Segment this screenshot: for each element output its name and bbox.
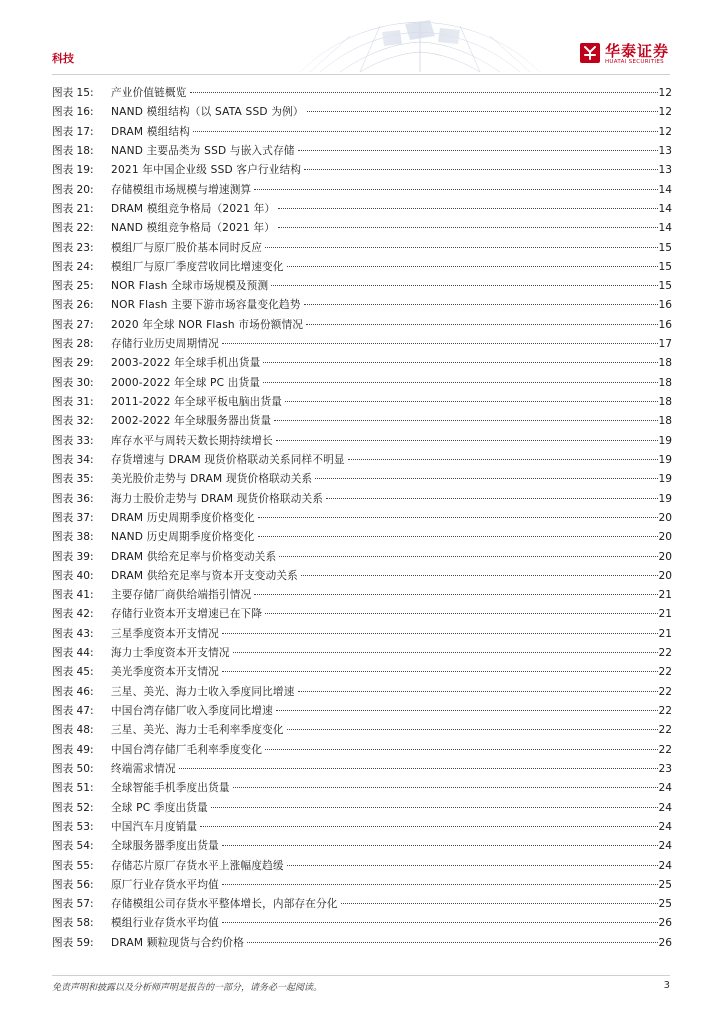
toc-entry[interactable] [52,606,672,625]
toc-page-number: 22 [658,647,672,660]
toc-figure-label: 图表 54: [52,840,94,853]
toc-figure-label: 图表 48: [52,724,94,737]
toc-dot-leader [200,826,657,827]
toc-figure-label: 图表 25: [52,280,94,293]
toc-figure-label: 图表 53: [52,820,94,833]
toc-figure-label: 图表 55: [52,859,94,872]
toc-dot-leader [222,884,658,885]
toc-dot-leader [263,382,657,383]
toc-entry[interactable] [52,259,672,278]
brand-logo [579,40,699,70]
toc-figure-label: 图表 16: [52,106,94,119]
toc-page-number: 12 [658,106,672,119]
toc-dot-leader [326,498,657,499]
toc-page-number: 18 [658,396,672,408]
toc-entry[interactable] [52,780,672,799]
toc-page-number: 18 [658,357,672,370]
header-divider [52,74,670,75]
toc-entry[interactable] [52,394,672,413]
toc-figure-label: 图表 46: [52,685,94,698]
toc-page-number: 18 [658,376,672,389]
toc-entry[interactable] [52,182,672,201]
toc-page-number: 24 [658,820,672,833]
toc-dot-leader [271,285,657,286]
toc-page-number: 13 [658,164,672,177]
toc-figure-title: NOR Flash 全球市场规模及预测 [111,280,269,293]
toc-dot-leader [233,787,658,788]
toc-page-number: 12 [658,87,672,99]
toc-entry[interactable] [52,645,672,664]
toc-entry[interactable] [52,471,672,490]
toc-entry[interactable] [52,742,672,761]
toc-dot-leader [233,652,658,653]
toc-entry[interactable] [52,452,672,471]
toc-figure-label: 图表 23: [52,241,94,254]
toc-figure-label: 图表 38: [52,531,94,544]
toc-entry[interactable] [52,317,672,336]
toc-page-number: 22 [658,705,672,717]
toc-entry[interactable] [52,703,672,722]
toc-entry[interactable] [52,162,672,181]
toc-entry[interactable] [52,896,672,915]
toc-dot-leader [304,304,658,305]
toc-entry[interactable] [52,800,672,819]
toc-figure-title: 存货增速与 DRAM 现货价格联动关系同样不明显 [111,453,345,466]
toc-figure-title: DRAM 颗粒现货与合约价格 [111,936,244,949]
page-number: 3 [663,980,670,991]
toc-page-number: 22 [658,685,672,698]
toc-figure-title: 主要存储厂商供给端指引情况 [111,589,252,602]
toc-page-number: 22 [658,743,672,756]
toc-figure-label: 图表 20: [52,183,94,196]
toc-dot-leader [222,671,658,672]
toc-figure-label: 图表 40: [52,569,94,582]
toc-figure-label: 图表 27: [52,318,94,331]
toc-figure-label: 图表 39: [52,550,94,563]
toc-figure-label: 图表 24: [52,260,94,273]
toc-entry[interactable] [52,336,672,355]
toc-figure-title: NAND 历史周期季度价格变化 [111,531,255,544]
logo-english-name: HUATAI SECURITIES [605,59,664,65]
toc-figure-title: NAND 模组竞争格局（2021 年） [111,222,276,235]
footer-disclaimer: 免责声明和披露以及分析师声明是报告的一部分，请务必一起阅读。 [52,983,323,993]
page-header [0,0,724,80]
toc-figure-label: 图表 30: [52,376,94,389]
toc-dot-leader [265,749,657,750]
toc-figure-label: 图表 43: [52,627,94,640]
toc-dot-leader [278,208,657,209]
toc-dot-leader [254,594,657,595]
toc-entry[interactable] [52,684,672,703]
toc-entry[interactable] [52,124,672,143]
toc-figure-title: 2000-2022 年全球 PC 出货量 [111,376,261,389]
toc-dot-leader [247,942,658,943]
toc-dot-leader [276,440,658,441]
toc-figure-label: 图表 52: [52,801,94,814]
toc-page-number: 15 [658,260,672,273]
toc-dot-leader [222,845,658,846]
toc-entry[interactable] [52,626,672,645]
toc-figure-title: 存储模组公司存货水平整体增长，内部存在分化 [111,898,338,911]
toc-figure-title: 终端需求情况 [111,762,176,775]
toc-dot-leader [179,768,658,769]
toc-page-number: 21 [658,608,672,621]
section-label: 科技 [52,52,74,65]
toc-figure-label: 图表 35: [52,473,94,486]
toc-figure-title: DRAM 供给充足率与价格变动关系 [111,550,277,563]
huatai-logo-icon [579,42,601,64]
toc-figure-label: 图表 15: [52,87,94,99]
toc-page-number: 19 [658,492,672,505]
toc-page-number: 22 [658,666,672,679]
toc-page-number: 13 [658,144,672,157]
toc-page-number: 15 [658,280,672,293]
toc-page-number: 18 [658,415,672,428]
toc-dot-leader [274,420,657,421]
toc-entry[interactable] [52,355,672,374]
figure-list [52,85,672,954]
toc-entry[interactable] [52,838,672,857]
toc-entry[interactable] [52,761,672,780]
toc-figure-title: 库存水平与周转天数长期持续增长 [111,434,273,447]
toc-entry[interactable] [52,587,672,606]
toc-dot-leader [193,131,657,132]
toc-page-number: 14 [658,183,672,196]
toc-figure-title: DRAM 供给充足率与资本开支变动关系 [111,569,298,582]
toc-figure-label: 图表 28: [52,338,94,351]
toc-figure-title: 2021 年中国企业级 SSD 客户行业结构 [111,164,302,177]
toc-entry[interactable] [52,935,672,954]
toc-dot-leader [285,401,657,402]
toc-dot-leader [287,266,658,267]
toc-figure-title: 存储模组市场规模与增速测算 [111,183,252,196]
toc-dot-leader [276,710,658,711]
toc-dot-leader [278,227,657,228]
toc-figure-label: 图表 26: [52,299,94,312]
toc-figure-title: 三星季度资本开支情况 [111,627,219,640]
toc-dot-leader [298,691,658,692]
toc-page-number: 20 [658,531,672,544]
toc-figure-label: 图表 47: [52,705,94,717]
toc-dot-leader [279,556,657,557]
toc-figure-title: 全球服务器季度出货量 [111,840,219,853]
toc-figure-label: 图表 32: [52,415,94,428]
toc-page-number: 24 [658,859,672,872]
toc-figure-label: 图表 29: [52,357,94,370]
toc-figure-label: 图表 21: [52,202,94,215]
toc-figure-title: 三星、美光、海力士收入季度同比增速 [111,685,295,698]
toc-dot-leader [304,169,657,170]
toc-figure-title: 模组行业存货水平均值 [111,917,219,930]
toc-page-number: 19 [658,434,672,447]
toc-page-number: 14 [658,202,672,215]
toc-entry[interactable] [52,568,672,587]
toc-dot-leader [298,150,658,151]
toc-figure-title: 2020 年全球 NOR Flash 市场份额情况 [111,318,304,331]
toc-figure-label: 图表 37: [52,511,94,524]
toc-dot-leader [263,362,657,363]
toc-figure-label: 图表 45: [52,666,94,679]
toc-figure-label: 图表 17: [52,125,94,138]
toc-figure-title: 产业价值链概览 [111,87,187,99]
toc-page-number: 16 [658,318,672,331]
toc-entry[interactable] [52,201,672,220]
toc-page-number: 25 [658,878,672,891]
toc-entry[interactable] [52,240,672,259]
toc-figure-label: 图表 19: [52,164,94,177]
toc-entry[interactable] [52,297,672,316]
toc-entry[interactable] [52,491,672,510]
toc-entry[interactable] [52,722,672,741]
toc-figure-title: NAND 模组结构（以 SATA SSD 为例） [111,106,304,119]
toc-page-number: 23 [658,762,672,775]
toc-dot-leader [222,922,658,923]
toc-figure-title: 中国台湾存储厂收入季度同比增速 [111,705,273,717]
toc-dot-leader [258,536,658,537]
toc-page-number: 25 [658,898,672,911]
toc-page-number: 24 [658,782,672,795]
toc-figure-title: DRAM 历史周期季度价格变化 [111,511,255,524]
toc-figure-title: 美光股价走势与 DRAM 现货价格联动关系 [111,473,313,486]
toc-dot-leader [301,575,658,576]
toc-figure-label: 图表 59: [52,936,94,949]
toc-figure-title: 中国台湾存储厂毛利率季度变化 [111,743,263,756]
toc-page-number: 19 [658,473,672,486]
footer-divider [52,975,670,976]
toc-figure-label: 图表 41: [52,589,94,602]
toc-figure-title: NAND 主要品类为 SSD 与嵌入式存储 [111,144,295,157]
toc-entry[interactable] [52,278,672,297]
toc-dot-leader [307,111,658,112]
toc-figure-label: 图表 50: [52,762,94,775]
toc-figure-label: 图表 56: [52,878,94,891]
toc-dot-leader [265,247,657,248]
toc-figure-title: 模组厂与原厂季度营收同比增速变化 [111,260,284,273]
toc-dot-leader [211,807,658,808]
header-decoration-graphic [270,14,570,76]
toc-entry[interactable] [52,143,672,162]
toc-figure-title: NOR Flash 主要下游市场容量变化趋势 [111,299,301,312]
toc-page-number: 12 [658,125,672,138]
toc-entry[interactable] [52,877,672,896]
toc-figure-title: 存储行业资本开支增速已在下降 [111,608,263,621]
toc-page-number: 14 [658,222,672,235]
toc-entry[interactable] [52,85,672,104]
toc-entry[interactable] [52,915,672,934]
toc-page-number: 21 [658,589,672,602]
toc-figure-title: 2002-2022 年全球服务器出货量 [111,415,272,428]
toc-figure-title: DRAM 模组竞争格局（2021 年） [111,202,276,215]
toc-entry[interactable] [52,375,672,394]
toc-figure-label: 图表 34: [52,453,94,466]
toc-dot-leader [254,189,657,190]
toc-page-number: 20 [658,511,672,524]
toc-page-number: 19 [658,453,672,466]
toc-dot-leader [306,324,657,325]
toc-page-number: 20 [658,569,672,582]
toc-page-number: 22 [658,724,672,737]
toc-entry[interactable] [52,819,672,838]
toc-figure-label: 图表 58: [52,917,94,930]
toc-figure-label: 图表 51: [52,782,94,795]
toc-figure-label: 图表 36: [52,492,94,505]
toc-figure-label: 图表 49: [52,743,94,756]
toc-figure-title: 海力士股价走势与 DRAM 现货价格联动关系 [111,492,324,505]
toc-figure-title: 三星、美光、海力士毛利率季度变化 [111,724,284,737]
toc-dot-leader [287,865,658,866]
toc-figure-title: 2011-2022 年全球平板电脑出货量 [111,396,283,408]
toc-entry[interactable] [52,858,672,877]
toc-dot-leader [348,459,658,460]
toc-entry[interactable] [52,664,672,683]
toc-figure-label: 图表 22: [52,222,94,235]
toc-page-number: 20 [658,550,672,563]
toc-dot-leader [287,729,658,730]
toc-dot-leader [258,517,658,518]
toc-dot-leader [222,633,658,634]
toc-page-number: 21 [658,627,672,640]
toc-entry[interactable] [52,529,672,548]
toc-dot-leader [315,478,657,479]
toc-dot-leader [341,903,658,904]
toc-page-number: 26 [658,936,672,949]
toc-page-number: 24 [658,801,672,814]
toc-entry[interactable] [52,549,672,568]
toc-entry[interactable] [52,413,672,432]
toc-figure-title: DRAM 模组结构 [111,125,191,138]
toc-page-number: 26 [658,917,672,930]
toc-dot-leader [190,92,658,93]
toc-figure-title: 海力士季度资本开支情况 [111,647,230,660]
toc-figure-label: 图表 33: [52,434,94,447]
toc-figure-label: 图表 42: [52,608,94,621]
toc-page-number: 24 [658,840,672,853]
toc-figure-label: 图表 18: [52,144,94,157]
toc-page-number: 17 [658,338,672,351]
toc-page-number: 15 [658,241,672,254]
toc-page-number: 16 [658,299,672,312]
toc-figure-title: 全球智能手机季度出货量 [111,782,230,795]
toc-entry[interactable] [52,510,672,529]
toc-figure-title: 美光季度资本开支情况 [111,666,219,679]
toc-figure-title: 存储芯片原厂存货水平上涨幅度趋缓 [111,859,284,872]
toc-figure-title: 全球 PC 季度出货量 [111,801,208,814]
toc-figure-label: 图表 31: [52,396,94,408]
toc-figure-title: 2003-2022 年全球手机出货量 [111,357,261,370]
toc-dot-leader [265,613,657,614]
toc-entry[interactable] [52,433,672,452]
toc-figure-title: 中国汽车月度销量 [111,820,198,833]
toc-figure-label: 图表 57: [52,898,94,911]
toc-figure-label: 图表 44: [52,647,94,660]
toc-figure-title: 模组厂与原厂股价基本同时反应 [111,241,263,254]
toc-figure-title: 存储行业历史周期情况 [111,338,219,351]
toc-entry[interactable] [52,220,672,239]
toc-figure-title: 原厂行业存货水平均值 [111,878,219,891]
toc-dot-leader [222,343,658,344]
toc-entry[interactable] [52,104,672,123]
logo-chinese-name: 华泰证券 [605,42,670,60]
